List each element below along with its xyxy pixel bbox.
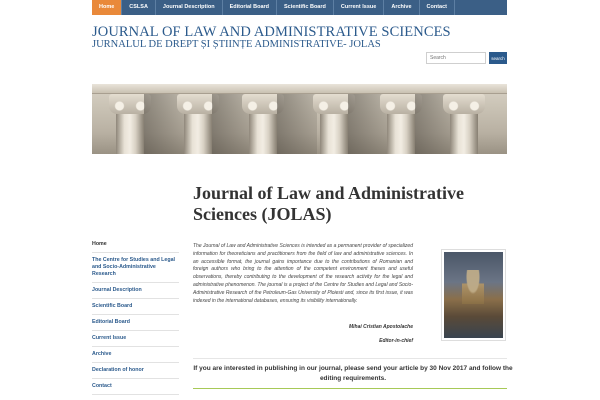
sidebar-item-home[interactable]: Home (92, 237, 179, 253)
nav-item-journal-description[interactable]: Journal Description (156, 0, 223, 15)
nav-item-contact[interactable]: Contact (420, 0, 455, 15)
site-subtitle: JURNALUL DE DREPT ȘI ȘTIINȚE ADMINISTRATIVE- JOLAS (92, 39, 381, 50)
sidebar-item-current-issue[interactable]: Current Issue (92, 331, 179, 347)
cover-artwork (444, 252, 503, 338)
banner-column (116, 94, 144, 154)
journal-introduction: The Journal of Law and Administrative Sciences is intended as a permanent provider of specialized information for theoreticians and practitioners from the field of law and administrative sciences. In an accessible format, the journal gains importance due to the contributions of Romanian and foreign authors who bring to the attention of the competent environment theses and useful observations, thereby contributing to the development of the research activity for the legal and administrative phenomenon. The journal is a project of the Centre for Studies and Legal and Socio-Administrative Research of the Petroleum-Gas University of Ploiesti and, since its first issue, it was indexed in the international databases, ensuring its visibility internationally. (193, 243, 413, 304)
signature-name: Mihai Cristian Apostolache (349, 324, 413, 330)
page-title: Journal of Law and Administrative Sciences (JOLAS) (193, 183, 465, 224)
top-navigation (92, 0, 507, 15)
accent-divider (193, 388, 507, 389)
nav-item-home[interactable]: Home (92, 0, 122, 15)
banner-column (320, 94, 348, 154)
banner-column (450, 94, 478, 154)
sidebar-item-contact[interactable]: Contact (92, 379, 179, 395)
nav-item-archive[interactable]: Archive (384, 0, 419, 15)
call-for-papers: If you are interested in publishing in our journal, please send your article by 30 Nov 2017 and follow the editing requirements. (193, 365, 513, 382)
banner-column (184, 94, 212, 154)
sidebar-item-centre[interactable]: The Centre for Studies and Legal and Socio-Administrative Research (92, 253, 179, 283)
search-input[interactable] (426, 52, 486, 64)
sidebar-item-archive[interactable]: Archive (92, 347, 179, 363)
sidebar-item-journal-description[interactable]: Journal Description (92, 283, 179, 299)
search-button[interactable]: search (489, 52, 507, 64)
site-title[interactable]: JOURNAL OF LAW AND ADMINISTRATIVE SCIENCES (92, 24, 451, 40)
sidebar-item-scientific-board[interactable]: Scientific Board (92, 299, 179, 315)
divider (193, 358, 507, 359)
nav-item-editorial-board[interactable]: Editorial Board (223, 0, 277, 15)
banner-shadow (277, 94, 317, 154)
nav-item-current-issue[interactable]: Current Issue (334, 0, 384, 15)
banner-column (387, 94, 415, 154)
sidebar-item-declaration-of-honor[interactable]: Declaration of honor (92, 363, 179, 379)
sidebar-item-editorial-board[interactable]: Editorial Board (92, 315, 179, 331)
header-banner-image (92, 84, 507, 154)
signature-role: Editor-in-chief (379, 338, 413, 344)
sidebar-menu (92, 237, 179, 395)
journal-cover-image[interactable] (441, 249, 506, 341)
banner-column (249, 94, 277, 154)
nav-item-cslsa[interactable]: CSLSA (122, 0, 156, 15)
banner-entablature (92, 84, 507, 94)
nav-item-scientific-board[interactable]: Scientific Board (277, 0, 334, 15)
